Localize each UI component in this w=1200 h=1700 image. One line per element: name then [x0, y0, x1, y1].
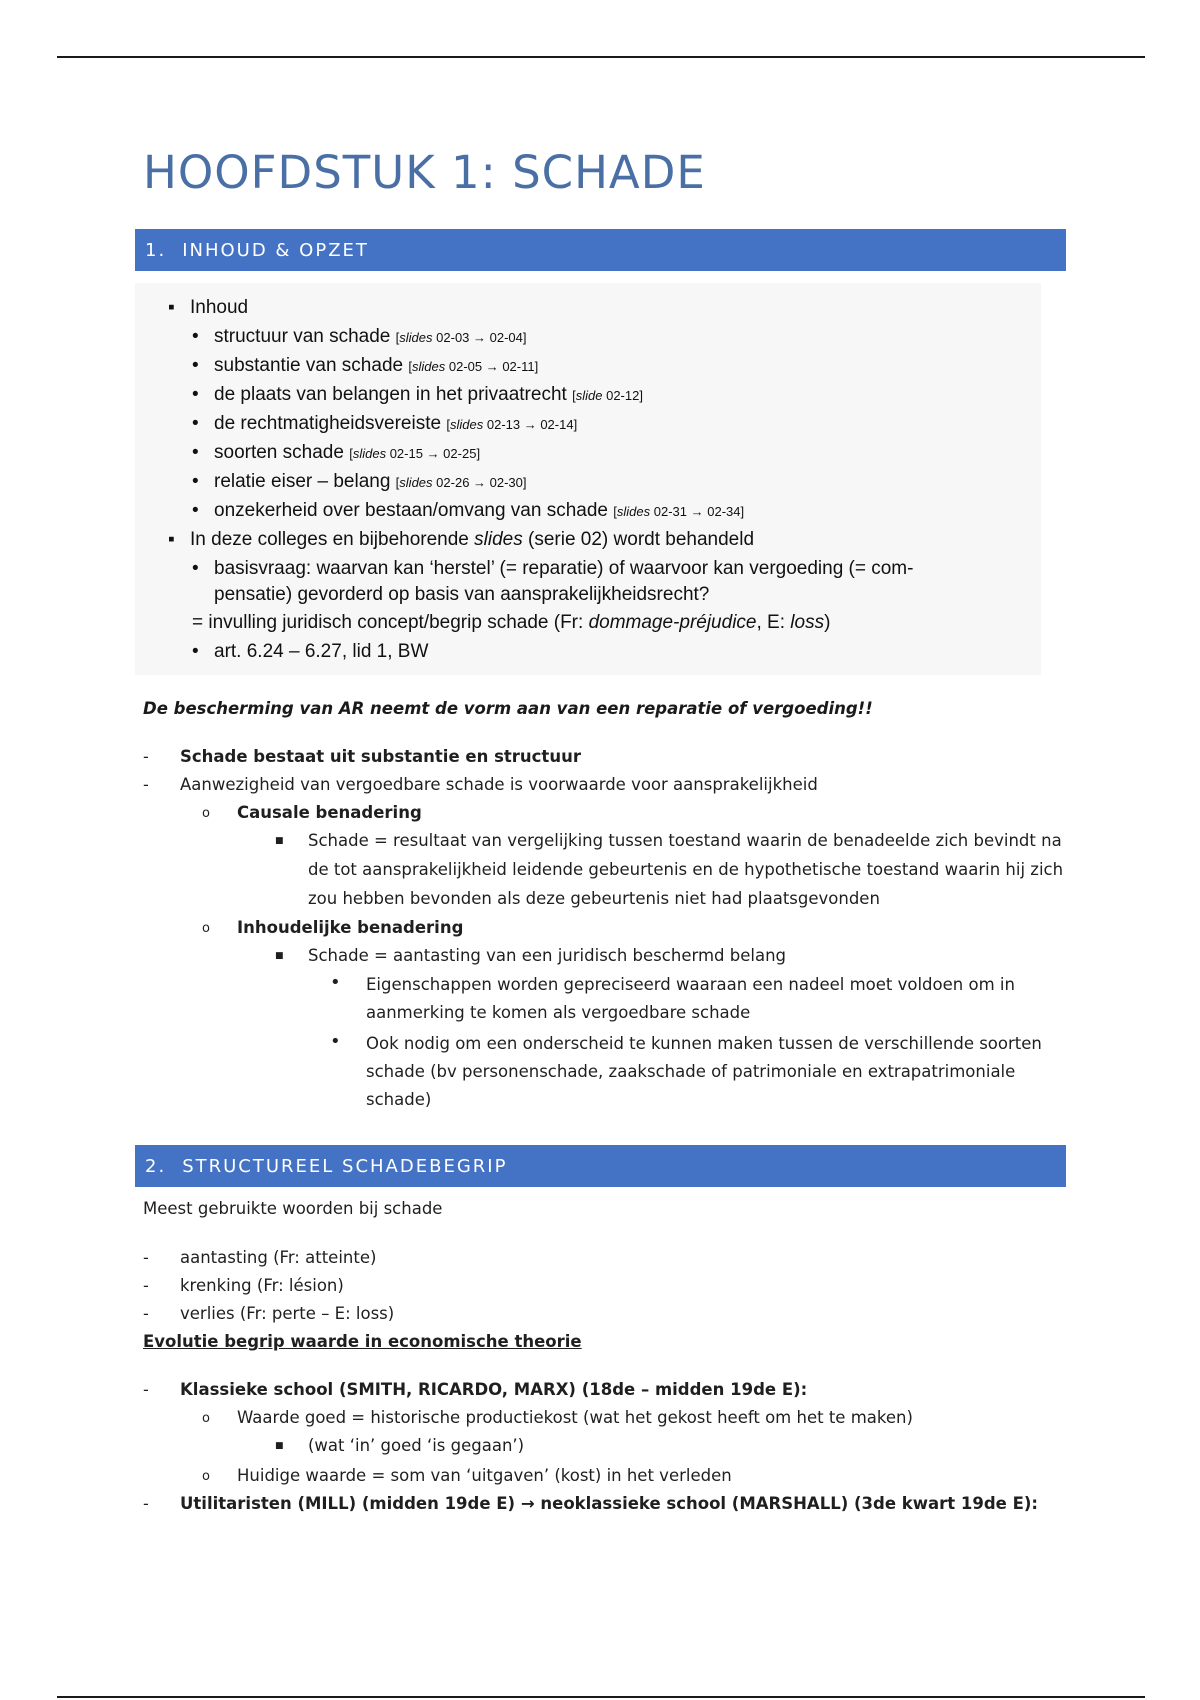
eigenschappen-text-1: Eigenschappen worden gepreciseerd waaraan een nadeel moet voldoen om in	[366, 975, 1015, 994]
list-item: • de plaats van belangen in het privaatrecht [slide 02-12]	[192, 384, 643, 405]
ook-nodig-text-3: schade)	[366, 1090, 432, 1109]
list-item: • de rechtmatigheidsvereiste [slides 02-13 → 02-14]	[192, 413, 578, 434]
wat-in-goed: (wat ‘in’ goed ‘is gegaan’)	[308, 1436, 525, 1455]
ook-nodig-text-2: schade (bv personenschade, zaakschade of patrimoniale en extrapatrimoniale	[366, 1062, 1016, 1081]
dash-item-aanwezigheid: Aanwezigheid van vergoedbare schade is voorwaarde voor aansprakelijkheid	[180, 775, 818, 794]
square-bullet-icon: ■	[275, 951, 284, 961]
word-item: krenking (Fr: lésion)	[180, 1276, 344, 1295]
square-bullet-icon: ■	[275, 836, 284, 846]
dash-bullet-icon: -	[143, 1304, 149, 1323]
bullet-icon: •	[330, 1031, 341, 1052]
evolutie-heading: Evolutie begrip waarde in economische theorie	[143, 1332, 582, 1351]
list-item: = invulling juridisch concept/begrip schade (Fr: dommage-préjudice, E: loss)	[192, 612, 831, 633]
causale-text-2: de tot aansprakelijkheid leidende gebeurtenis en de hypothetische toestand waarin hij zich	[308, 860, 1064, 879]
top-rule	[57, 56, 1145, 58]
bullet-icon: •	[192, 500, 199, 521]
inhoudelijke-definition: Schade = aantasting van een juridisch beschermd belang	[308, 946, 787, 965]
bottom-rule	[57, 1696, 1145, 1698]
list-item: • structuur van schade [slides 02-03 → 02-04]	[192, 326, 527, 347]
square-bullet-icon: ■	[275, 1441, 284, 1451]
section-title: STRUCTUREEL SCHADEBEGRIP	[182, 1155, 508, 1177]
bullet-icon: •	[192, 413, 199, 434]
bullet-icon: •	[330, 972, 341, 993]
dash-bullet-icon: -	[143, 1380, 149, 1399]
dash-bullet-icon: -	[143, 1276, 149, 1295]
section2-intro: Meest gebruikte woorden bij schade	[143, 1199, 443, 1218]
circle-bullet-icon: o	[202, 1411, 210, 1426]
dash-item-substantie: Schade bestaat uit substantie en structuur	[180, 747, 581, 766]
bullet-icon: •	[192, 326, 199, 347]
dash-bullet-icon: -	[143, 747, 149, 766]
bullet-icon: •	[192, 641, 199, 662]
section-title: INHOUD & OPZET	[182, 239, 369, 261]
bullet-icon: •	[192, 558, 199, 579]
list-item: • relatie eiser – belang [slides 02-26 → 02-30]	[192, 471, 527, 492]
emphasis-line: De bescherming van AR neemt de vorm aan van een reparatie of vergoeding!!	[143, 699, 873, 718]
list-item: • soorten schade [slides 02-15 → 02-25]	[192, 442, 481, 463]
bullet-icon: •	[192, 355, 199, 376]
dash-bullet-icon: -	[143, 1494, 149, 1513]
slide-bullet-colleges: ▪ In deze colleges en bijbehorende slides (serie 02) wordt behandeld	[168, 529, 755, 550]
bullet-icon: •	[192, 384, 199, 405]
square-bullet-icon: ▪	[168, 297, 175, 318]
section-heading-1	[135, 229, 1066, 271]
bullet-icon: •	[192, 471, 199, 492]
square-bullet-icon: ▪	[168, 529, 175, 550]
causale-title: Causale benadering	[237, 803, 422, 822]
list-item: • onzekerheid over bestaan/omvang van schade [slides 02-31 → 02-34]	[192, 500, 745, 521]
klassieke-school: Klassieke school (SMITH, RICARDO, MARX) (18de – midden 19de E):	[180, 1380, 808, 1399]
word-item: aantasting (Fr: atteinte)	[180, 1248, 377, 1267]
causale-text-3: zou hebben bevonden als deze gebeurtenis niet had plaatsgevonden	[308, 889, 880, 908]
list-item: • substantie van schade [slides 02-05 → 02-11]	[192, 355, 539, 376]
list-item: • art. 6.24 – 6.27, lid 1, BW	[192, 641, 429, 662]
dash-bullet-icon: -	[143, 1248, 149, 1267]
circle-bullet-icon: o	[202, 1469, 210, 1484]
circle-bullet-icon: o	[202, 921, 210, 936]
bullet-icon: •	[192, 442, 199, 463]
word-item: verlies (Fr: perte – E: loss)	[180, 1304, 395, 1323]
section-number: 2.	[145, 1155, 167, 1177]
list-item-continuation: pensatie) gevorderd op basis van aansprakelijkheidsrecht?	[214, 584, 710, 605]
causale-text-1: Schade = resultaat van vergelijking tussen toestand waarin de benadeelde zich bevindt na	[308, 831, 1062, 850]
utilitaristen: Utilitaristen (MILL) (midden 19de E) → neoklassieke school (MARSHALL) (3de kwart 19de E):	[180, 1494, 1039, 1513]
huidige-waarde: Huidige waarde = som van ‘uitgaven’ (kost) in het verleden	[237, 1466, 732, 1485]
list-item: • basisvraag: waarvan kan ‘herstel’ (= reparatie) of waarvoor kan vergoeding (= com-	[192, 558, 914, 579]
slide-bullet-inhoud: ▪ Inhoud	[168, 297, 249, 318]
section-number: 1.	[145, 239, 167, 261]
section-heading-2	[135, 1145, 1066, 1187]
ook-nodig-text-1: Ook nodig om een onderscheid te kunnen maken tussen de verschillende soorten	[366, 1034, 1042, 1053]
inhoudelijke-title: Inhoudelijke benadering	[237, 918, 464, 937]
slide-excerpt	[135, 283, 1041, 675]
dash-bullet-icon: -	[143, 775, 149, 794]
circle-bullet-icon: o	[202, 806, 210, 821]
eigenschappen-text-2: aanmerking te komen als vergoedbare schade	[366, 1003, 751, 1022]
page-title: HOOFDSTUK 1: SCHADE	[143, 146, 706, 199]
waarde-goed: Waarde goed = historische productiekost (wat het gekost heeft om het te maken)	[237, 1408, 913, 1427]
